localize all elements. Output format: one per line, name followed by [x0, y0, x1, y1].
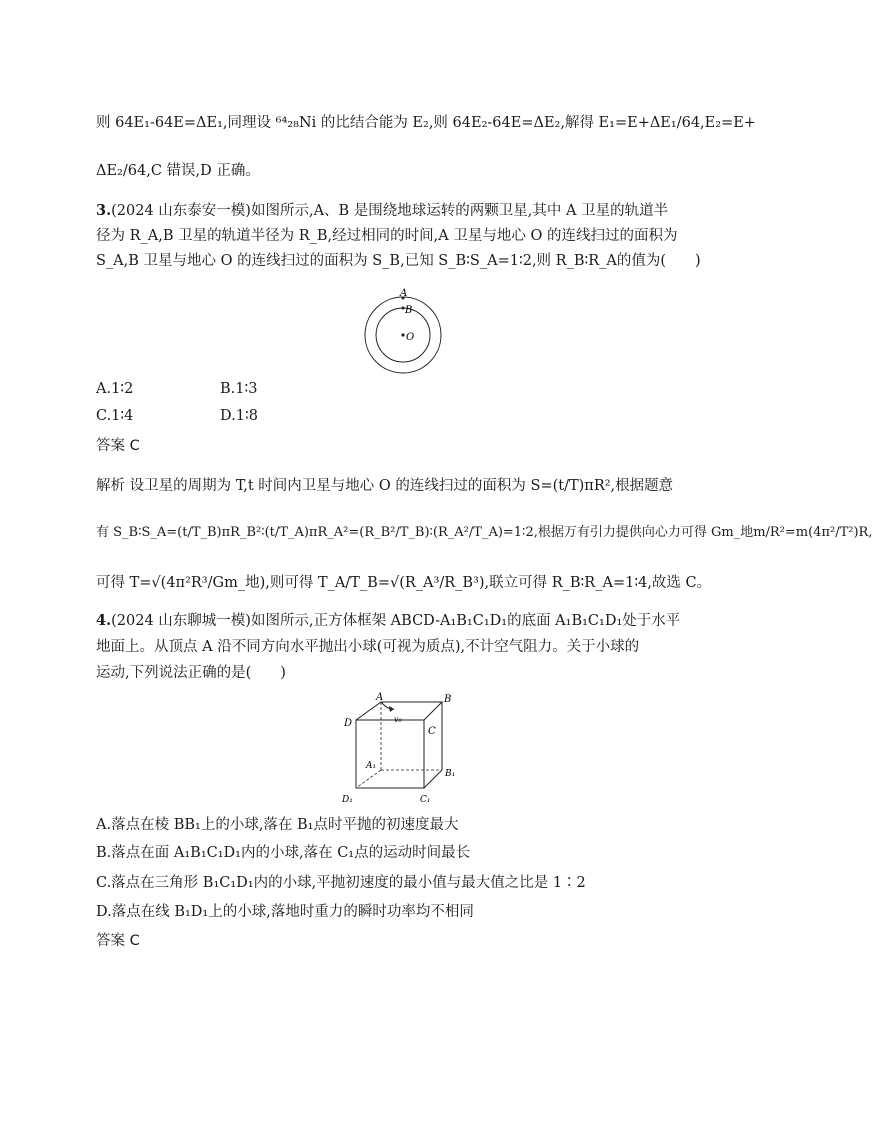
- label-c: C: [428, 726, 436, 737]
- q3-number: 3.: [96, 202, 112, 219]
- q3-stem-line-2: 径为 R_A,B 卫星的轨道半径为 R_B,经过相同的时间,A 卫星与地心 O 的连线扫过的面积为: [96, 228, 678, 244]
- earth-center-dot: [401, 333, 404, 336]
- q3-analysis-line-2: 有 S_B∶S_A=(t/T_B)πR_B²∶(t/T_A)πR_A²=(R_B²/T_B)∶(R_A²/T_A)=1∶2,根据万有引力提供向心力可得 Gm_地m/R²=m(4π²/T²)R,: [96, 525, 872, 540]
- label-b: B: [444, 694, 452, 705]
- label-d1: D₁: [342, 795, 353, 805]
- q4-stem-text-1: (2024 山东聊城一模)如图所示,正方体框架 ABCD-A₁B₁C₁D₁的底面 A₁B₁C₁D₁处于水平: [111, 613, 681, 629]
- q3-answer: 答案 C: [96, 438, 140, 454]
- q4-stem-line-3: 运动,下列说法正确的是( ): [96, 665, 286, 681]
- q3-option-c[interactable]: C.1∶4: [96, 408, 134, 424]
- label-v0: v₀: [394, 715, 402, 724]
- q3-stem-line-1: [96, 200, 700, 222]
- q3-stem-text-1: (2024 山东泰安一模)如图所示,A、B 是围绕地球运转的两颗卫星,其中 A 卫星的轨道半: [111, 203, 669, 219]
- q4-stem-line-2: 地面上。从顶点 A 沿不同方向水平抛出小球(可视为质点),不计空气阻力。关于小球的: [96, 639, 640, 655]
- q3-option-d[interactable]: D.1∶8: [220, 408, 258, 424]
- label-a: A: [376, 692, 384, 703]
- q4-option-a[interactable]: A.落点在棱 BB₁上的小球,落在 B₁点时平抛的初速度最大: [96, 817, 459, 833]
- q3-options-row-2: [96, 405, 258, 427]
- q3-options-row-1: [96, 378, 258, 400]
- label-c1: C₁: [420, 795, 431, 805]
- cube-front-face: [356, 720, 424, 788]
- label-b1: B₁: [445, 769, 456, 779]
- q3-stem-line-3: S_A,B 卫星与地心 O 的连线扫过的面积为 S_B,已知 S_B∶S_A=1∶2,则 R_B∶R_A的值为( ): [96, 253, 701, 269]
- velocity-arrowhead: [389, 706, 394, 712]
- edge-b1c1: [424, 770, 442, 788]
- label-o: O: [406, 332, 415, 343]
- q4-option-b[interactable]: B.落点在面 A₁B₁C₁D₁内的小球,落在 C₁点的运动时间最长: [96, 845, 471, 861]
- hidden-edge-a1d1: [356, 770, 381, 788]
- q4-stem-line-1: [96, 610, 700, 632]
- label-a1: A₁: [366, 761, 377, 771]
- q3-analysis-line-1: 解析 设卫星的周期为 T,t 时间内卫星与地心 O 的连线扫过的面积为 S=(t/T)πR²,根据题意: [96, 478, 674, 494]
- q3-option-a[interactable]: A.1∶2: [96, 381, 134, 397]
- q3-analysis-line-3: 可得 T=√(4π²R³/Gm_地),则可得 T_A/T_B=√(R_A³/R_B³),联立可得 R_B∶R_A=1∶4,故选 C。: [96, 575, 712, 591]
- q3-orbit-figure: [358, 285, 448, 375]
- q4-answer: 答案 C: [96, 933, 140, 949]
- label-a: A: [400, 288, 408, 299]
- q3-option-b[interactable]: B.1∶3: [220, 381, 258, 397]
- q4-number: 4.: [96, 612, 112, 629]
- label-b: B: [405, 305, 413, 316]
- q4-option-c[interactable]: C.落点在三角形 B₁C₁D₁内的小球,平抛初速度的最小值与最大值之比是 1∶2: [96, 875, 586, 891]
- q4-option-d[interactable]: D.落点在线 B₁D₁上的小球,落地时重力的瞬时功率均不相同: [96, 904, 474, 920]
- label-d: D: [344, 718, 353, 729]
- continuation-line-1: 则 64E₁-64E=ΔE₁,同理设 ⁶⁴₂₈Ni 的比结合能为 E₂,则 64E₂-64E=ΔE₂,解得 E₁=E+ΔE₁/64,E₂=E+: [96, 115, 756, 131]
- continuation-line-2: ΔE₂/64,C 错误,D 正确。: [96, 163, 260, 179]
- q4-cube-figure: [336, 692, 466, 808]
